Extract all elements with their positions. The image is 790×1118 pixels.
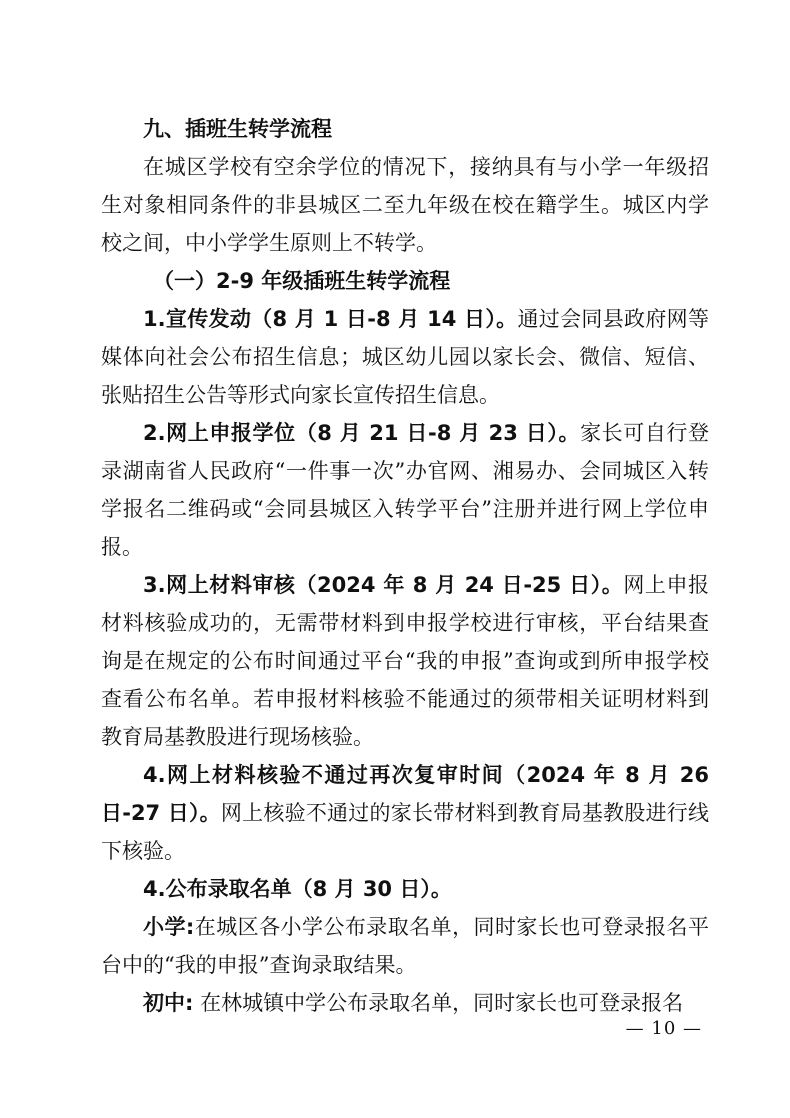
step-2-head: 2.网上申报学位（8 月 21 日-8 月 23 日）。 (143, 421, 581, 445)
subsection-title: （一）2-9 年级插班生转学流程 (153, 269, 451, 293)
step-5 (101, 870, 709, 908)
junior-text: 在林城镇中学公布录取名单，同时家长也可登录报名 (193, 991, 684, 1015)
step-3 (101, 566, 709, 756)
junior-school-paragraph (101, 984, 709, 1022)
document-body (101, 110, 709, 1022)
primary-label: 小学: (143, 915, 195, 939)
step-3-head: 3.网上材料审核（2024 年 8 月 24 日-25 日）。 (143, 573, 624, 597)
step-1-body: 通过会同县政府网等媒体向社会公布招生信息；城区幼儿园以家长会、微信、短信、张贴招生公告等形式向家长宣传招生信息。 (101, 307, 709, 407)
junior-label: 初中: (143, 991, 194, 1015)
step-3-body: 网上申报材料核验成功的，无需带材料到申报学校进行审核，平台结果查询是在规定的公布时间通过平台“我的申报”查询或到所申报学校查看公布名单。若申报材料核验不能通过的须带相关证明材料到教育局基教股进行现场核验。 (101, 573, 709, 749)
page-number: — 10 — (625, 1018, 702, 1039)
primary-text: 在城区各小学公布录取名单，同时家长也可登录报名平台中的“我的申报”查询录取结果。 (101, 915, 709, 977)
step-2 (101, 414, 709, 566)
step-2-body: 家长可自行登录湖南省人民政府“一件事一次”办官网、湘易办、会同城区入转学报名二维码或“会同县城区入转学平台”注册并进行网上学位申报。 (101, 421, 710, 559)
step-4 (101, 756, 709, 870)
step-1 (101, 300, 709, 414)
step-4-head: 4.网上材料核验不通过再次复审时间（2024 年 8 月 26 日-27 日）。 (101, 763, 709, 825)
section-title: 九、插班生转学流程 (143, 117, 332, 141)
step-5-head: 4.公布录取名单（8 月 30 日）。 (143, 877, 452, 901)
intro-paragraph: 在城区学校有空余学位的情况下，接纳具有与小学一年级招生对象相同条件的非县城区二至九年级在校在籍学生。城区内学校之间，中小学学生原则上不转学。 (101, 155, 709, 255)
primary-school-paragraph (101, 908, 709, 984)
step-4-body: 网上核验不通过的家长带材料到教育局基教股进行线下核验。 (101, 801, 709, 863)
step-1-head: 1.宣传发动（8 月 1 日-8 月 14 日）。 (143, 307, 518, 331)
